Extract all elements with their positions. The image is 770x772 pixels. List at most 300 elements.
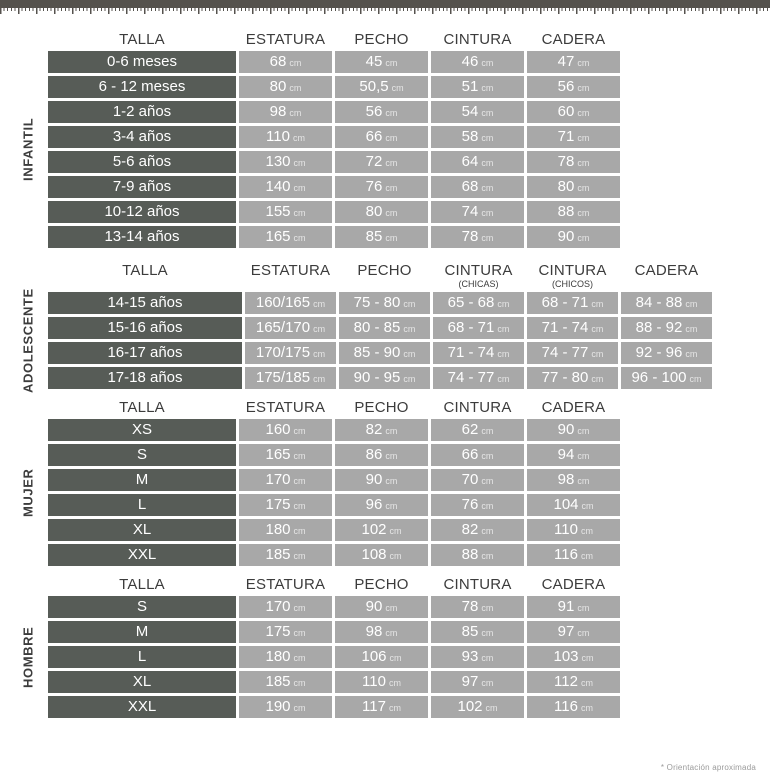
value-number: 175	[265, 496, 291, 513]
value-cell	[239, 51, 332, 73]
value-unit: cm	[289, 83, 302, 93]
value-number: 66	[461, 446, 479, 463]
column-header-mujer-2	[335, 399, 428, 416]
value-unit: cm	[685, 349, 698, 359]
column-header-infantil-2	[335, 31, 428, 48]
column-header-label: PECHO	[354, 31, 409, 48]
value-number: 71	[557, 128, 575, 145]
column-header-mujer-4	[527, 399, 620, 416]
talla-cell: XL	[48, 671, 236, 693]
value-number: 117	[362, 698, 386, 715]
value-number: 103	[553, 648, 579, 665]
value-number: 46	[461, 53, 479, 70]
column-header-mujer-3	[431, 399, 524, 416]
value-number: 80	[269, 78, 287, 95]
value-cell	[335, 544, 428, 566]
value-cell	[527, 469, 620, 491]
talla-cell: 17-18 años	[48, 367, 242, 389]
value-cell	[527, 646, 620, 668]
value-cell	[527, 151, 620, 173]
value-cell	[527, 176, 620, 198]
value-cell	[527, 494, 620, 516]
value-number: 80	[365, 203, 383, 220]
value-unit: cm	[292, 133, 305, 143]
value-unit: cm	[577, 426, 590, 436]
value-unit: cm	[385, 451, 398, 461]
value-cell	[431, 51, 524, 73]
value-cell	[433, 317, 524, 339]
footnote: * Orientación aproximada	[660, 763, 756, 772]
value-cell	[239, 544, 332, 566]
value-unit: cm	[497, 349, 510, 359]
value-number: 58	[461, 128, 479, 145]
section-body-mujer	[0, 419, 770, 566]
value-number: 160/165	[255, 294, 311, 311]
value-cell	[527, 444, 620, 466]
value-number: 80	[557, 178, 575, 195]
value-unit: cm	[685, 324, 698, 334]
value-cell	[431, 494, 524, 516]
column-header-label: PECHO	[357, 262, 412, 279]
value-cell	[431, 696, 524, 718]
value-number: 60	[557, 103, 575, 120]
value-cell	[621, 292, 712, 314]
value-unit: cm	[580, 526, 593, 536]
talla-cell: 1-2 años	[48, 101, 236, 123]
header-row-infantil	[48, 31, 770, 48]
value-number: 94	[557, 446, 575, 463]
value-cell	[527, 367, 618, 389]
value-number: 74 - 77	[541, 344, 589, 361]
value-number: 88	[461, 546, 479, 563]
value-number: 92 - 96	[635, 344, 683, 361]
value-number: 82	[365, 421, 383, 438]
value-cell	[335, 176, 428, 198]
column-header-sublabel: (CHICAS)	[458, 279, 499, 289]
value-number: 165	[265, 446, 291, 463]
value-number: 78	[461, 598, 479, 615]
value-unit: cm	[385, 426, 398, 436]
value-unit: cm	[293, 551, 306, 561]
value-number: 97	[461, 673, 479, 690]
value-number: 70	[461, 471, 479, 488]
value-cell	[621, 342, 712, 364]
value-number: 51	[461, 78, 479, 95]
talla-cell: M	[48, 621, 236, 643]
value-unit: cm	[385, 183, 398, 193]
value-cell	[239, 201, 332, 223]
talla-cell: XS	[48, 419, 236, 441]
column-header-hombre-4	[527, 576, 620, 593]
value-number: 140	[265, 178, 291, 195]
value-number: 71 - 74	[447, 344, 495, 361]
column-header-adolescente-1	[245, 262, 336, 279]
value-cell	[527, 342, 618, 364]
column-header-infantil-4	[527, 31, 620, 48]
section-body-adolescente	[0, 288, 770, 393]
value-unit: cm	[577, 233, 590, 243]
value-cell	[527, 696, 620, 718]
value-cell	[431, 469, 524, 491]
value-cell	[431, 621, 524, 643]
value-unit: cm	[591, 374, 604, 384]
value-cell	[239, 621, 332, 643]
value-unit: cm	[313, 349, 326, 359]
value-number: 68	[461, 178, 479, 195]
value-unit: cm	[481, 158, 494, 168]
value-number: 190	[265, 698, 291, 715]
value-unit: cm	[293, 653, 306, 663]
value-unit: cm	[481, 426, 494, 436]
value-unit: cm	[581, 653, 594, 663]
section-label-hombre: HOMBRE	[20, 626, 36, 688]
value-unit: cm	[385, 158, 398, 168]
value-number: 88 - 92	[635, 319, 683, 336]
value-number: 165	[265, 228, 291, 245]
value-unit: cm	[497, 324, 510, 334]
value-unit: cm	[580, 703, 593, 713]
column-header-label: CINTURA	[444, 262, 513, 279]
column-header-label: CADERA	[541, 576, 606, 593]
value-unit: cm	[403, 374, 416, 384]
value-unit: cm	[577, 108, 590, 118]
value-unit: cm	[481, 451, 494, 461]
value-unit: cm	[485, 703, 498, 713]
value-number: 85 - 90	[353, 344, 401, 361]
value-unit: cm	[577, 158, 590, 168]
value-unit: cm	[581, 501, 594, 511]
value-cell	[239, 696, 332, 718]
talla-cell: 3-4 años	[48, 126, 236, 148]
value-unit: cm	[497, 374, 510, 384]
value-unit: cm	[293, 476, 306, 486]
value-cell	[433, 292, 524, 314]
talla-cell: 0-6 meses	[48, 51, 236, 73]
value-cell	[431, 151, 524, 173]
value-unit: cm	[580, 551, 593, 561]
value-unit: cm	[313, 324, 326, 334]
value-unit: cm	[481, 183, 494, 193]
value-cell	[335, 419, 428, 441]
value-number: 160	[265, 421, 291, 438]
value-number: 165/170	[255, 319, 311, 336]
value-cell	[431, 596, 524, 618]
value-unit: cm	[385, 476, 398, 486]
column-header-infantil-3	[431, 31, 524, 48]
value-unit: cm	[685, 299, 698, 309]
value-cell	[431, 671, 524, 693]
value-number: 102	[361, 521, 387, 538]
value-cell	[335, 646, 428, 668]
value-unit: cm	[481, 603, 494, 613]
value-number: 180	[265, 648, 291, 665]
value-unit: cm	[577, 58, 590, 68]
talla-cell: 14-15 años	[48, 292, 242, 314]
value-unit: cm	[293, 233, 306, 243]
value-cell	[239, 494, 332, 516]
value-number: 185	[265, 546, 291, 563]
value-unit: cm	[497, 299, 510, 309]
value-cell	[239, 151, 332, 173]
value-unit: cm	[577, 451, 590, 461]
value-number: 90	[557, 421, 575, 438]
value-number: 106	[361, 648, 387, 665]
column-header-hombre-2	[335, 576, 428, 593]
value-unit: cm	[293, 703, 306, 713]
value-number: 170	[265, 598, 291, 615]
value-unit: cm	[481, 108, 494, 118]
value-cell	[239, 126, 332, 148]
value-cell	[621, 317, 712, 339]
column-header-label: CINTURA	[538, 262, 607, 279]
value-number: 90	[557, 228, 575, 245]
column-header-adolescente-4	[527, 262, 618, 289]
value-number: 77 - 80	[541, 369, 589, 386]
value-number: 91	[557, 598, 575, 615]
value-number: 68	[269, 53, 287, 70]
value-cell	[239, 176, 332, 198]
value-number: 64	[461, 153, 479, 170]
value-number: 68 - 71	[541, 294, 589, 311]
value-unit: cm	[389, 526, 402, 536]
talla-cell: 13-14 años	[48, 226, 236, 248]
value-unit: cm	[577, 628, 590, 638]
value-unit: cm	[313, 299, 326, 309]
value-unit: cm	[403, 324, 416, 334]
value-cell	[431, 76, 524, 98]
value-unit: cm	[293, 501, 306, 511]
value-cell	[335, 519, 428, 541]
value-cell	[239, 519, 332, 541]
value-cell	[335, 596, 428, 618]
value-cell	[527, 544, 620, 566]
value-cell	[527, 292, 618, 314]
talla-cell: XXL	[48, 696, 236, 718]
value-cell	[335, 51, 428, 73]
column-header-adolescente-3	[433, 262, 524, 289]
value-number: 56	[557, 78, 575, 95]
value-cell	[239, 101, 332, 123]
column-header-adolescente-5	[621, 262, 712, 279]
column-header-label: CINTURA	[443, 576, 512, 593]
value-number: 170	[265, 471, 291, 488]
value-unit: cm	[385, 628, 398, 638]
value-number: 170/175	[255, 344, 311, 361]
value-cell	[527, 317, 618, 339]
value-unit: cm	[481, 208, 494, 218]
value-unit: cm	[385, 233, 398, 243]
value-cell	[335, 621, 428, 643]
value-unit: cm	[481, 628, 494, 638]
value-cell	[335, 671, 428, 693]
talla-cell: 5-6 años	[48, 151, 236, 173]
value-cell	[431, 176, 524, 198]
value-unit: cm	[293, 526, 306, 536]
section-hombre	[0, 576, 770, 718]
value-cell	[239, 469, 332, 491]
value-cell	[335, 469, 428, 491]
value-number: 85	[365, 228, 383, 245]
value-number: 54	[461, 103, 479, 120]
value-number: 78	[461, 228, 479, 245]
value-unit: cm	[389, 551, 402, 561]
value-unit: cm	[289, 58, 302, 68]
value-cell	[335, 696, 428, 718]
talla-cell: XL	[48, 519, 236, 541]
column-header-mujer-1	[239, 399, 332, 416]
talla-cell: 15-16 años	[48, 317, 242, 339]
value-number: 72	[365, 153, 383, 170]
size-chart	[0, 31, 770, 718]
value-unit: cm	[385, 58, 398, 68]
column-header-label: PECHO	[354, 399, 409, 416]
talla-cell: XXL	[48, 544, 236, 566]
column-header-adolescente-2	[339, 262, 430, 279]
section-infantil	[0, 31, 770, 248]
value-number: 68 - 71	[447, 319, 495, 336]
talla-cell: 6 - 12 meses	[48, 76, 236, 98]
value-cell	[339, 317, 430, 339]
value-unit: cm	[293, 678, 306, 688]
value-number: 110	[266, 128, 290, 145]
section-label-infantil: INFANTIL	[20, 117, 36, 182]
value-unit: cm	[403, 349, 416, 359]
value-unit: cm	[580, 678, 593, 688]
value-cell	[527, 621, 620, 643]
column-header-label: ESTATURA	[245, 576, 326, 593]
value-number: 66	[365, 128, 383, 145]
value-cell	[621, 367, 712, 389]
section-body-hombre	[0, 596, 770, 718]
value-number: 102	[457, 698, 483, 715]
column-header-label: CINTURA	[443, 31, 512, 48]
value-number: 78	[557, 153, 575, 170]
column-header-label: ESTATURA	[250, 262, 331, 279]
column-header-infantil-1	[239, 31, 332, 48]
value-number: 74 - 77	[447, 369, 495, 386]
value-number: 85	[461, 623, 479, 640]
value-cell	[245, 317, 336, 339]
value-number: 96	[365, 496, 383, 513]
column-header-label: ESTATURA	[245, 31, 326, 48]
column-header-label: TALLA	[119, 399, 165, 416]
value-cell	[527, 519, 620, 541]
value-unit: cm	[481, 133, 494, 143]
value-cell	[245, 342, 336, 364]
value-number: 98	[557, 471, 575, 488]
rows-mujer	[48, 419, 770, 566]
value-unit: cm	[481, 233, 494, 243]
value-number: 110	[362, 673, 386, 690]
section-mujer	[0, 399, 770, 566]
talla-cell: L	[48, 494, 236, 516]
value-number: 75 - 80	[353, 294, 401, 311]
value-cell	[239, 76, 332, 98]
value-unit: cm	[289, 108, 302, 118]
value-cell	[431, 126, 524, 148]
value-number: 76	[461, 496, 479, 513]
column-header-hombre-1	[239, 576, 332, 593]
value-cell	[335, 494, 428, 516]
column-header-label: TALLA	[119, 31, 165, 48]
value-unit: cm	[293, 426, 306, 436]
value-cell	[431, 226, 524, 248]
talla-cell: M	[48, 469, 236, 491]
value-number: 76	[365, 178, 383, 195]
value-unit: cm	[293, 628, 306, 638]
value-cell	[239, 671, 332, 693]
value-cell	[335, 444, 428, 466]
column-header-label: CADERA	[541, 399, 606, 416]
value-number: 180	[265, 521, 291, 538]
section-body-infantil	[0, 51, 770, 248]
value-unit: cm	[388, 703, 401, 713]
value-number: 71 - 74	[541, 319, 589, 336]
value-number: 90	[365, 471, 383, 488]
value-unit: cm	[385, 603, 398, 613]
value-cell	[527, 226, 620, 248]
column-header-infantil-0	[48, 31, 236, 48]
value-cell	[239, 419, 332, 441]
value-number: 56	[365, 103, 383, 120]
value-number: 110	[554, 521, 578, 538]
talla-cell: 10-12 años	[48, 201, 236, 223]
value-number: 175	[265, 623, 291, 640]
value-number: 80 - 85	[353, 319, 401, 336]
value-cell	[431, 419, 524, 441]
column-header-label: ESTATURA	[245, 399, 326, 416]
value-number: 47	[557, 53, 575, 70]
value-unit: cm	[481, 526, 494, 536]
value-number: 74	[461, 203, 479, 220]
value-unit: cm	[389, 653, 402, 663]
value-cell	[431, 444, 524, 466]
value-cell	[431, 544, 524, 566]
rows-infantil	[48, 51, 770, 248]
value-number: 97	[557, 623, 575, 640]
value-unit: cm	[481, 653, 494, 663]
header-row-hombre	[48, 576, 770, 593]
column-header-hombre-0	[48, 576, 236, 593]
value-unit: cm	[293, 158, 306, 168]
value-cell	[431, 101, 524, 123]
value-number: 65 - 68	[447, 294, 495, 311]
value-unit: cm	[577, 183, 590, 193]
value-cell	[335, 101, 428, 123]
value-number: 62	[461, 421, 479, 438]
value-unit: cm	[385, 108, 398, 118]
value-cell	[335, 76, 428, 98]
talla-cell: 7-9 años	[48, 176, 236, 198]
value-number: 45	[365, 53, 383, 70]
column-header-sublabel: (CHICOS)	[552, 279, 593, 289]
value-number: 104	[553, 496, 579, 513]
value-number: 82	[461, 521, 479, 538]
value-unit: cm	[313, 374, 326, 384]
value-unit: cm	[388, 678, 401, 688]
rows-adolescente	[48, 292, 770, 389]
value-number: 90 - 95	[353, 369, 401, 386]
header-row-adolescente	[48, 262, 770, 289]
value-cell	[339, 367, 430, 389]
value-cell	[431, 201, 524, 223]
value-unit: cm	[391, 83, 404, 93]
value-unit: cm	[385, 208, 398, 218]
section-adolescente	[0, 262, 770, 393]
value-unit: cm	[577, 133, 590, 143]
talla-cell: 16-17 años	[48, 342, 242, 364]
column-header-label: CADERA	[634, 262, 699, 279]
